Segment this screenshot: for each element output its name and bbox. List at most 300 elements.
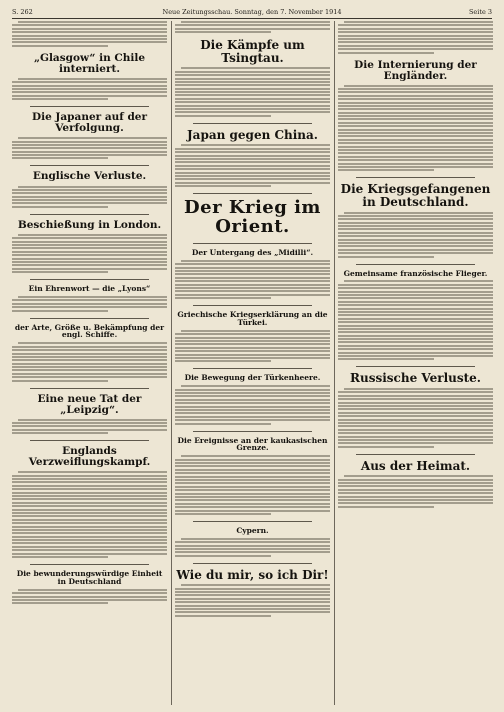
text-line [338,314,493,316]
text-line [338,496,493,498]
text-line [12,422,167,424]
text-line [12,88,167,90]
text-line [338,222,493,224]
text-line [338,118,493,120]
article [12,570,167,604]
text-line [12,28,167,30]
text-line [12,258,167,260]
text-line [338,341,493,343]
text-line [344,212,493,214]
text-line [12,526,167,528]
article [12,220,167,273]
column-left [12,21,167,705]
text-line [338,294,493,296]
text-line [12,432,108,434]
article [338,21,493,54]
text-line [175,605,330,607]
text-line [175,284,330,286]
text-line [12,356,167,358]
text-line [338,492,493,494]
text-line [338,132,493,134]
text-line [181,330,330,332]
article [12,285,167,311]
text-line [175,168,330,170]
text-line [175,105,330,107]
article [175,374,330,424]
text-line [175,493,330,495]
text-line [12,492,167,494]
text-line [175,601,330,603]
text-line [175,101,330,103]
article [12,21,167,47]
text-line [338,28,493,30]
text-line [12,261,167,263]
text-line [175,155,330,157]
text-line [338,506,434,508]
text-line [338,166,493,168]
text-line [12,189,167,191]
text-line [175,94,330,96]
text-line [12,549,167,551]
article-divider [356,454,475,455]
text-line [338,328,493,330]
text-line [338,156,493,158]
article-divider [30,318,149,319]
article-divider [30,279,149,280]
text-line [175,294,330,296]
text-line [175,392,330,394]
text-line [12,599,167,601]
text-line [338,301,493,303]
text-line [175,459,330,461]
text-line [175,496,330,498]
text-line [12,38,167,40]
text-line [12,505,167,507]
text-line [338,446,434,448]
text-line [175,541,330,543]
text-line [12,154,167,156]
text-line [338,129,493,131]
text-line [338,338,493,340]
text-line [175,513,271,515]
text-line [12,369,167,371]
text-line [18,342,167,344]
article-headline: Englische Verluste. [32,170,147,183]
text-line [18,296,167,298]
text-line [181,21,330,23]
text-line [181,67,330,69]
text-line [12,556,108,558]
text-line [175,148,330,150]
text-line [338,218,493,220]
article-headline: Die Kämpfe um Tsingtau. [200,38,305,65]
article-divider [30,214,149,215]
text-line [12,596,167,598]
text-line [175,263,330,265]
text-line [12,346,167,348]
text-line [338,412,493,414]
text-line [338,415,493,417]
article-divider [30,440,149,441]
text-line [12,512,167,514]
text-line [175,337,330,339]
text-line [12,244,167,246]
text-line [338,115,493,117]
article [12,446,167,558]
text-line [12,498,167,500]
text-line [181,538,330,540]
text-line [18,186,167,188]
text-line [338,358,434,360]
text-line [175,360,271,362]
text-line [12,553,167,555]
text-line [12,425,167,427]
text-line [338,102,493,104]
text-line [338,297,493,299]
text-line [175,594,330,596]
text-line [12,192,167,194]
article-headline: Der Untergang des „Midilli“. [191,247,314,257]
text-line [338,125,493,127]
article-headline: Die Bewegung der Türkenheere. [184,373,321,383]
article [12,171,167,207]
text-line [338,485,493,487]
text-line [175,416,330,418]
article-divider [356,366,475,367]
text-line [175,423,271,425]
text-line [338,112,493,114]
article-headline: der Arte, Größe u. Bekämpfung der engl. Schiffe. [14,322,165,340]
text-line [338,245,493,247]
text-line [175,151,330,153]
text-line [338,348,493,350]
article-headline: Wie du mir, so ich Dir! [176,567,329,582]
text-line [338,442,493,444]
text-line [175,273,330,275]
text-line [12,81,167,83]
text-line [175,333,330,335]
text-line [338,225,493,227]
text-line [344,21,493,23]
text-line [12,41,167,43]
text-line [338,152,493,154]
text-line [12,206,108,208]
text-line [12,529,167,531]
text-line [181,584,330,586]
text-line [175,297,271,299]
article-divider [193,123,312,124]
article-headline: Cypern. [236,525,269,535]
text-line [12,536,167,538]
text-line [175,24,330,26]
text-line [338,95,493,97]
article-divider [356,264,475,265]
text-line [175,108,330,110]
text-line [175,611,330,613]
text-line [338,355,493,357]
article-divider [30,388,149,389]
text-line [175,98,330,100]
text-line [344,85,493,87]
text-line [338,159,493,161]
text-line [12,592,167,594]
text-line [338,419,493,421]
text-line [12,202,167,204]
article [338,270,493,361]
text-line [18,21,167,23]
text-line [338,163,493,165]
text-line [338,135,493,137]
text-line [175,608,330,610]
text-line [18,471,167,473]
text-line [338,398,493,400]
text-line [12,151,167,153]
text-line [181,455,330,457]
text-line [175,343,330,345]
text-line [12,264,167,266]
text-line [175,462,330,464]
text-line [338,422,493,424]
text-line [18,589,167,591]
text-line [12,268,167,270]
article [12,394,167,435]
text-line [175,91,330,93]
text-line [338,41,493,43]
article-headline: Japan gegen China. [187,127,318,142]
text-line [338,425,493,427]
text-line [175,71,330,73]
article [175,569,330,617]
text-line [175,486,330,488]
text-line [12,144,167,146]
text-line [338,311,493,313]
text-line [12,237,167,239]
text-line [12,24,167,26]
article-headline: Aus der Heimat. [360,458,471,473]
article-divider [193,431,312,432]
text-line [338,256,434,258]
text-line [12,35,167,37]
text-line [338,429,493,431]
text-line [12,502,167,504]
text-line [175,476,330,478]
text-line [12,478,167,480]
text-line [12,147,167,149]
article-divider [193,193,312,194]
text-line [175,591,330,593]
text-line [12,546,167,548]
text-line [338,239,493,241]
text-line [175,409,330,411]
text-line [18,234,167,236]
text-line [12,353,167,355]
text-line [175,115,271,117]
text-line [175,182,330,184]
article-headline: Die Internierung der Engländer. [354,58,477,82]
text-line [175,419,330,421]
text-line [338,291,493,293]
text-line [175,598,330,600]
text-line [338,232,493,234]
text-line [175,545,330,547]
article [338,460,493,508]
article [175,437,330,515]
text-line [338,499,493,501]
article [12,112,167,159]
text-line [12,199,167,201]
text-line [12,141,167,143]
text-line [12,363,167,365]
text-line [338,391,493,393]
text-line [12,45,108,47]
article [175,129,330,187]
text-line [344,475,493,477]
text-line [175,280,330,282]
text-line [12,481,167,483]
text-line [12,31,167,33]
text-line [338,35,493,37]
article [175,311,330,362]
text-line [338,38,493,40]
article-divider [193,563,312,564]
text-line [175,88,330,90]
article-headline: Griechische Kriegserklärung an die Türkei. [177,310,328,327]
text-line [175,84,330,86]
text-line [175,499,330,501]
text-line [12,429,167,431]
text-line [338,52,434,54]
text-line [175,489,330,491]
text-line [338,345,493,347]
text-line [12,310,108,312]
text-line [175,287,330,289]
text-line [175,165,330,167]
text-line [12,522,167,524]
text-line [181,144,330,146]
article-divider [30,564,149,565]
text-line [338,287,493,289]
text-line [338,331,493,333]
text-line [338,321,493,323]
text-line [338,108,493,110]
text-line [12,157,108,159]
text-line [175,551,330,553]
text-line [338,284,493,286]
text-line [344,280,493,282]
text-line [338,482,493,484]
text-line [175,548,330,550]
text-line [175,31,271,33]
column-rule [171,21,172,705]
masthead [12,4,492,19]
text-line [338,228,493,230]
text-line [12,602,108,604]
text-line [175,277,330,279]
text-line [175,111,330,113]
text-line [175,347,330,349]
text-line [175,506,330,508]
text-line [338,45,493,47]
article-headline: „Glasgow“ in Chile interniert. [33,51,146,75]
text-line [12,380,108,382]
text-line [12,271,108,273]
text-line [175,482,330,484]
text-line [338,479,493,481]
text-line [175,350,330,352]
text-line [12,542,167,544]
text-line [175,175,330,177]
text-line [344,388,493,390]
text-line [12,98,108,100]
column-rule [334,21,335,705]
text-line [175,357,330,359]
article-headline: Ein Ehrenwort — die „Lyons“ [28,284,151,294]
text-line [338,242,493,244]
article-headline: Die Kriegsgefangenen in Deutschland. [340,182,491,209]
column-middle [175,21,330,705]
text-line [338,439,493,441]
text-line [338,502,493,504]
text-line [338,325,493,327]
text-line [338,395,493,397]
article [175,249,330,299]
text-line [175,161,330,163]
text-line [175,158,330,160]
text-line [175,472,330,474]
article [12,324,167,382]
article-headline: Die bewunderungswürdige Einheit in Deutschland [16,569,163,586]
text-line [12,532,167,534]
text-line [12,349,167,351]
text-line [338,98,493,100]
text-line [181,260,330,262]
text-line [338,235,493,237]
article-headline: Die Japaner auf der Verfolgung. [31,111,147,135]
text-line [12,196,167,198]
article [175,527,330,557]
article [338,183,493,257]
text-line [338,318,493,320]
text-line [12,519,167,521]
text-line [12,475,167,477]
text-line [338,31,493,33]
text-line [175,185,271,187]
article-divider [193,243,312,244]
text-line [338,139,493,141]
article-headline: Russische Verluste. [350,371,481,386]
text-line [175,399,330,401]
text-line [175,510,330,512]
article [175,21,330,33]
text-line [175,588,330,590]
text-line [338,91,493,93]
text-line [175,615,271,617]
text-line [18,78,167,80]
article [338,60,493,172]
text-line [18,419,167,421]
text-line [12,359,167,361]
text-line [175,78,330,80]
text-line [175,479,330,481]
text-line [338,169,434,171]
masthead-title: Neue Zeitungsschau. Sonntag, den 7. November 1914 [162,8,342,16]
text-line [12,91,167,93]
text-line [181,385,330,387]
text-line [12,303,167,305]
article [12,53,167,100]
text-line [175,555,271,557]
text-line [12,373,167,375]
